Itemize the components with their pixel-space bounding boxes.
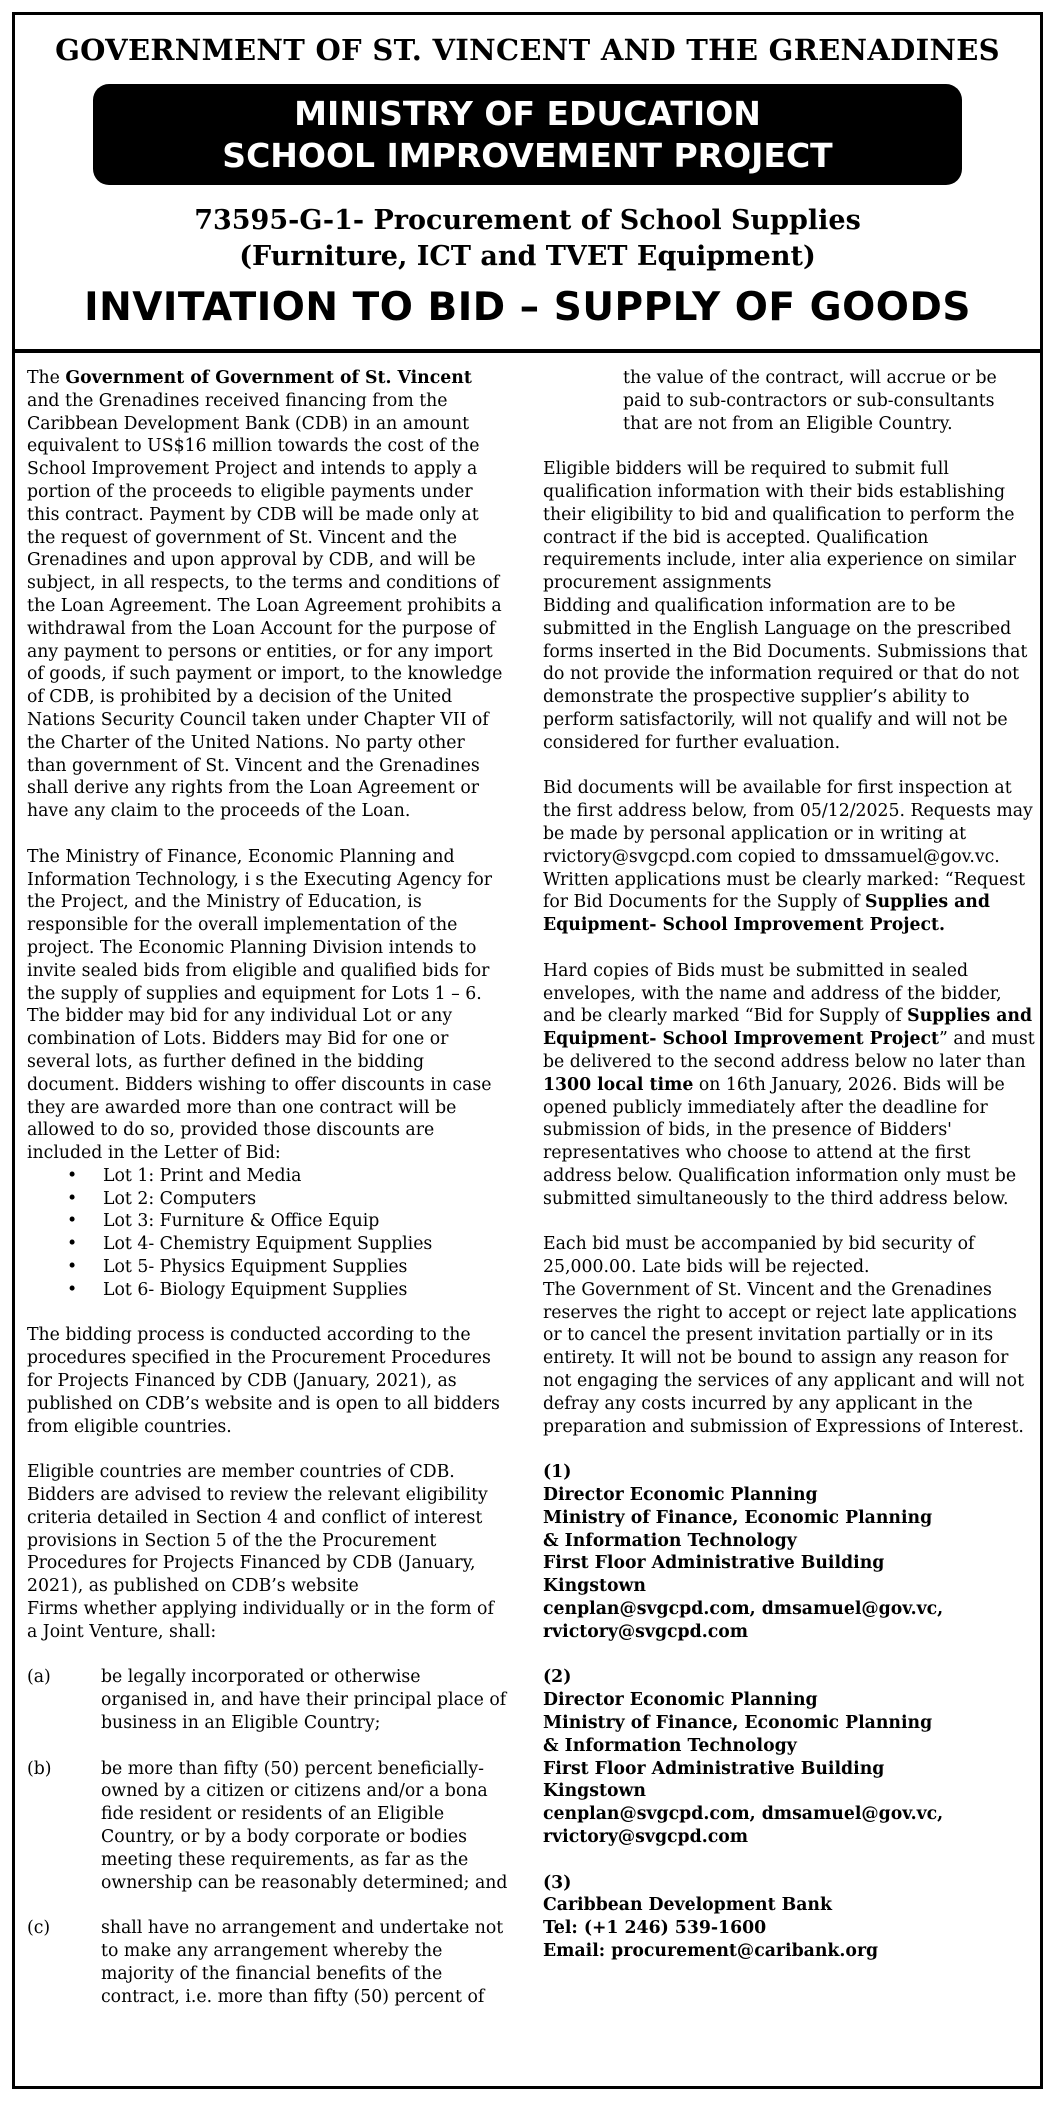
bidding-process-paragraph: The bidding process is conducted according to the procedures specified in the Procurement Procedures for Projects Financed by CDB (January, 2021), as published on CDB’s website and is open to all bidders from eligible countries. xyxy=(27,1325,500,1437)
procurement-title xyxy=(15,203,1040,275)
address-line: Director Economic Planning xyxy=(543,1485,818,1506)
address-number: (1) xyxy=(543,1462,572,1483)
invitation-heading: INVITATION TO BID – SUPPLY OF GOODS xyxy=(84,285,971,330)
ministry-line-1: MINISTRY OF EDUCATION xyxy=(294,94,761,133)
submission-bold-1: Supplies and Equipment- School Improvement Project xyxy=(543,1006,1033,1050)
ministry-line-2: SCHOOL IMPROVEMENT PROJECT xyxy=(222,136,833,175)
intro-text: and the Grenadines received financing from the Caribbean Development Bank (CDB) in an amount equivalent to US$16 million towards the cost of the School Improvement Project and intends to apply a portion of the proceeds to eligible payments under this contract. Payment by CDB will be made only at the request of government of St. Vincent and the Grenadines and upon approval by CDB, and will be subject, in all respects, to the terms and conditions of the Loan Agreement. The Loan Agreement prohibits a withdrawal from the Loan Account for the purpose of any payment to persons or entities, or for any import of goods, if such payment or import, to the knowledge of CDB, is prohibited by a decision of the United Nations Security Council taken under Chapter VII of the Charter of the United Nations. No party other than government of St. Vincent and the Grenadines shall derive any rights from the Loan Agreement or have any claim to the proceeds of the Loan. xyxy=(27,390,503,822)
procurement-line-2: (Furniture, ICT and TVET Equipment) xyxy=(239,241,816,272)
submission-text-2: ” and must be delivered to the second address below no later than xyxy=(543,1029,1035,1072)
government-title: GOVERNMENT OF ST. VINCENT AND THE GRENADINES xyxy=(55,33,1000,67)
bid-documents-paragraph xyxy=(543,777,1035,937)
bid-security-paragraph: Each bid must be accompanied by bid security of 25,000.00. Late bids will be rejected. xyxy=(543,1234,975,1278)
right-column xyxy=(543,367,1035,1963)
address-1 xyxy=(543,1461,1035,1643)
header xyxy=(15,15,1040,353)
intro-paragraph xyxy=(27,367,509,823)
left-column xyxy=(27,367,509,2008)
eligible-countries-paragraph: Eligible countries are member countries of CDB. Bidders are advised to review the relevant eligibility criteria detailed in Section 4 and conflict of interest provisions in Section 5 of the the Procurement Procedures for Projects Financed by CDB (January, 2021), as published on CDB’s website xyxy=(27,1462,488,1597)
condition-a xyxy=(27,1666,509,1734)
condition-label: (b) xyxy=(27,1758,52,1779)
lot-item: • Lot 1: Print and Media xyxy=(67,1165,509,1188)
address-line: & Information Technology xyxy=(543,1530,797,1551)
condition-c-continued: the value of the contract, will accrue or be paid to sub-contractors or sub-consultants that are not from an Eligible Country. xyxy=(623,368,997,434)
address-line: Director Economic Planning xyxy=(543,1690,818,1711)
address-line: Kingstown xyxy=(543,1781,646,1802)
lots-list xyxy=(27,1165,509,1302)
advertisement-frame xyxy=(12,12,1043,2089)
condition-text: be legally incorporated or otherwise organised in, and have their principal place of business in an Eligible Country; xyxy=(101,1667,507,1734)
lot-item: • Lot 3: Furniture & Office Equip xyxy=(67,1210,509,1233)
submission-text-1: Hard copies of Bids must be submitted in sealed envelopes, with the name and address of the bidder, and be clearly marked “Bid for Supply of xyxy=(543,960,1002,1027)
address-line: Ministry of Finance, Economic Planning xyxy=(543,1507,933,1528)
submission-text-3: on 16th January, 2026. Bids will be opened publicly immediately after the deadline for submission of bids, in the presence of Bidders' representatives who choose to attend at the first address below. Qualification information only must be submitted simultaneously to the third address below. xyxy=(543,1074,1017,1209)
lot-item: • Lot 2: Computers xyxy=(67,1188,509,1211)
condition-b xyxy=(27,1758,509,1895)
address-line: Ministry of Finance, Economic Planning xyxy=(543,1713,933,1734)
bid-documents-text: Bid documents will be available for first inspection at the first address below, from 05/12/2025. Requests may be made by personal application or in writing at rvictory@svgcpd.com copied to dmssamuel@gov.vc. Written applications must be clearly marked: “Request for Bid Documents for the Supply of xyxy=(543,778,1033,913)
qualification-paragraph: Eligible bidders will be required to submit full qualification information with their bids establishing their eligibility to bid and qualification to perform the contract if the bid is accepted. Qualification requirements include, inter alia experience on similar procurement assignments xyxy=(543,459,1016,594)
address-email: cenplan@svgcpd.com, dmsamuel@gov.vc, xyxy=(543,1599,944,1620)
address-email: Email: procurement@caribank.org xyxy=(543,1940,879,1961)
condition-label: (a) xyxy=(27,1667,51,1688)
intro-prefix: The xyxy=(27,368,66,388)
condition-c xyxy=(27,1917,509,2008)
address-3 xyxy=(543,1872,1035,1963)
address-email: cenplan@svgcpd.com, dmsamuel@gov.vc, xyxy=(543,1804,944,1825)
agency-paragraph: The Ministry of Finance, Economic Planning and Information Technology, i s the Executing Agency for the Project, and the Ministry of Education, is responsible for the overall implementation of the project. The Economic Planning Division intends to invite sealed bids from eligible and qualified bids for the supply of supplies and equipment for Lots 1 – 6. The bidder may bid for any individual Lot or any combination of Lots. Bidders may Bid for one or several lots, as further defined in the bidding document. Bidders wishing to offer discounts in case they are awarded more than one contract will be allowed to do so, provided those discounts are included in the Letter of Bid: xyxy=(27,846,493,1164)
address-line: First Floor Administrative Building xyxy=(543,1553,885,1574)
address-line: & Information Technology xyxy=(543,1735,797,1756)
condition-text: shall have no arrangement and undertake not to make any arrangement whereby the majority of the financial benefits of the contract, i.e. more than fifty (50) percent of xyxy=(101,1918,504,2007)
bid-documents-bold: Supplies and Equipment- School Improvement Project. xyxy=(543,892,990,936)
reservation-paragraph: The Government of St. Vincent and the Grenadines reserves the right to accept or reject late applications or to cancel the present invitation partially or in its entirety. It will not be bound to assign any reason for not engaging the services of any applicant and will not defray any costs incurred by any applicant in the preparation and submission of Expressions of Interest. xyxy=(543,1279,1025,1437)
firms-paragraph: Firms whether applying individually or in the form of a Joint Venture, shall: xyxy=(27,1599,494,1642)
language-paragraph: Bidding and qualification information are to be submitted in the English Language on the prescribed forms inserted in the Bid Documents. Submissions that do not provide the information required or that do not demonstrate the prospective supplier’s ability to perform satisfactorily, will not qualify and will not be considered for further evaluation. xyxy=(543,595,1028,753)
address-phone: Tel: (+1 246) 539-1600 xyxy=(543,1918,767,1939)
ministry-banner xyxy=(93,84,962,185)
intro-bold: Government of Government of St. Vincent xyxy=(65,368,472,388)
condition-label: (c) xyxy=(27,1918,51,1939)
address-line: First Floor Administrative Building xyxy=(543,1758,885,1779)
lot-item: • Lot 6- Biology Equipment Supplies xyxy=(67,1279,509,1302)
address-2 xyxy=(543,1666,1035,1848)
procurement-line-1: 73595-G-1- Procurement of School Supplies xyxy=(194,205,861,236)
address-number: (2) xyxy=(543,1667,572,1688)
address-email: rvictory@svgcpd.com xyxy=(543,1621,749,1642)
submission-bold-2: 1300 local time xyxy=(543,1074,694,1095)
address-number: (3) xyxy=(543,1872,572,1893)
submission-paragraph xyxy=(543,960,1035,1211)
address-line: Caribbean Development Bank xyxy=(543,1895,832,1916)
address-email: rvictory@svgcpd.com xyxy=(543,1827,749,1847)
lot-item: • Lot 4- Chemistry Equipment Supplies xyxy=(67,1233,509,1256)
condition-text: be more than fifty (50) percent beneficially-owned by a citizen or citizens and/or a bona fide resident or residents of an Eligible Country, or by a body corporate or bodies meeting these requirements, as far as the ownership can be reasonably determined; and xyxy=(101,1758,508,1893)
address-line: Kingstown xyxy=(543,1576,646,1597)
lot-item: • Lot 5- Physics Equipment Supplies xyxy=(67,1256,509,1279)
